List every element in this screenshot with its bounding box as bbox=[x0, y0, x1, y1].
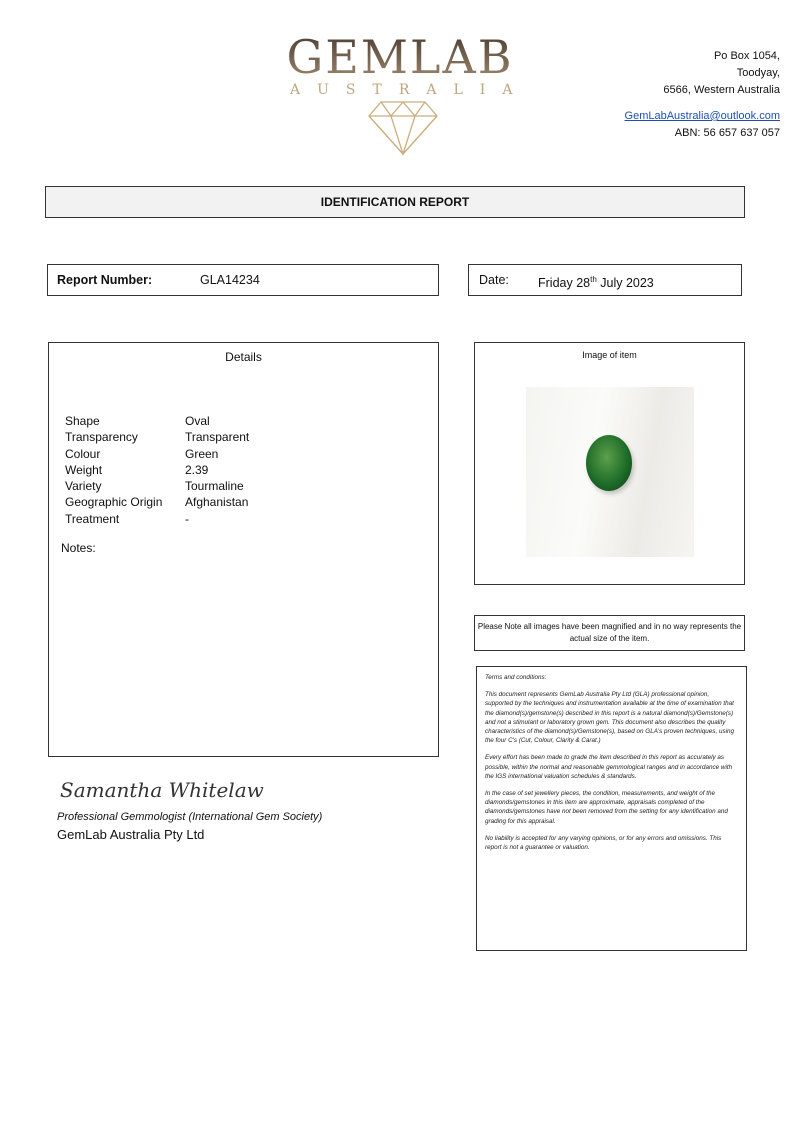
detail-value: 2.39 bbox=[185, 462, 209, 477]
notes-label: Notes: bbox=[61, 541, 96, 556]
address-line: Toodyay, bbox=[736, 67, 780, 79]
detail-key: Shape bbox=[65, 414, 100, 428]
detail-row bbox=[65, 413, 249, 429]
date-suffix: th bbox=[590, 275, 597, 284]
detail-value: Green bbox=[185, 446, 219, 461]
date-label: Date: bbox=[479, 273, 509, 287]
detail-row bbox=[65, 429, 249, 445]
company-name: GemLab Australia Pty Ltd bbox=[57, 827, 205, 842]
image-disclaimer: Please Note all images have been magnified and in no way represents the actual size of the item. bbox=[474, 615, 745, 651]
date-value bbox=[538, 265, 654, 298]
logo-subtitle: AUSTRALIA bbox=[290, 82, 530, 98]
email-link[interactable]: GemLabAustralia@outlook.com bbox=[624, 110, 780, 122]
detail-key: Geographic Origin bbox=[65, 495, 163, 510]
terms-paragraph: This document represents GemLab Australia Pty Ltd (GLA) professional opinion, supported by the techniques and instrumentation available at the time of examination that the diamond(s)/gemstone(s) described in this report is a natural diamond(s)/Gemstone(s) and not a stimulant or laboratory grown gem. This document also describes the quality characteristics of the diamond(s)/Gemstone(s), based on GLA's proven techniques, using the four C's (Cut, Colour, Clarity & Carat.) bbox=[485, 691, 735, 745]
address-line: 6566, Western Australia bbox=[663, 84, 780, 96]
detail-value: Afghanistan bbox=[185, 495, 249, 510]
detail-key: Weight bbox=[65, 462, 103, 477]
date-box bbox=[468, 264, 742, 296]
terms-paragraph: In the case of set jewellery pieces, the condition, measurements, and weight of the diamonds/gemstones in this item are approximate, appraisals completed of the diamonds/gemstones have not been removed from the setting for any identification and grading for this appraisal. bbox=[485, 790, 728, 825]
signer-title: Professional Gemmologist (International Gem Society) bbox=[57, 811, 323, 823]
signature: Samantha Whitelaw bbox=[60, 778, 264, 802]
details-list bbox=[61, 413, 250, 556]
image-box bbox=[474, 342, 745, 585]
details-box bbox=[48, 342, 439, 757]
company-address bbox=[625, 48, 780, 142]
logo-wordmark: GEMLAB bbox=[280, 32, 520, 82]
date-day: Friday 28 bbox=[538, 276, 591, 291]
diamond-logo-icon bbox=[367, 100, 439, 156]
detail-value: - bbox=[185, 511, 189, 526]
detail-key: Treatment bbox=[65, 511, 120, 526]
report-number-label: Report Number: bbox=[57, 273, 153, 287]
detail-row bbox=[65, 511, 249, 527]
terms-paragraph: Every effort has been made to grade the item described in this report as accurately as possible, within the normal and reasonable gemmological ranges and in accordance with the IGS international valuation schedules & standards. bbox=[485, 754, 733, 780]
detail-row bbox=[65, 462, 249, 478]
report-title: IDENTIFICATION REPORT bbox=[45, 186, 745, 218]
address-line: Po Box 1054, bbox=[713, 50, 780, 62]
date-rest: July 2023 bbox=[596, 276, 654, 291]
detail-key: Transparency bbox=[65, 430, 138, 445]
detail-value: Tourmaline bbox=[185, 479, 244, 494]
terms-box bbox=[476, 666, 747, 951]
terms-heading: Terms and conditions: bbox=[485, 674, 547, 681]
gemstone bbox=[586, 435, 632, 491]
image-heading: Image of item bbox=[582, 350, 637, 360]
details-heading: Details bbox=[225, 350, 262, 364]
gem-photo bbox=[526, 387, 694, 557]
report-number-value: GLA14234 bbox=[200, 273, 260, 287]
detail-value: Transparent bbox=[185, 430, 250, 445]
abn: ABN: 56 657 637 057 bbox=[674, 127, 780, 139]
detail-row bbox=[65, 478, 249, 494]
detail-key: Variety bbox=[65, 479, 102, 494]
detail-row bbox=[65, 446, 249, 462]
detail-key: Colour bbox=[65, 446, 101, 461]
detail-row bbox=[65, 494, 249, 510]
report-number-box bbox=[47, 264, 439, 296]
terms-paragraph: No liability is accepted for any varying opinions, or for any errors and omissions. This report is not a guarantee or valuation. bbox=[485, 834, 722, 852]
detail-value: Oval bbox=[185, 414, 210, 428]
